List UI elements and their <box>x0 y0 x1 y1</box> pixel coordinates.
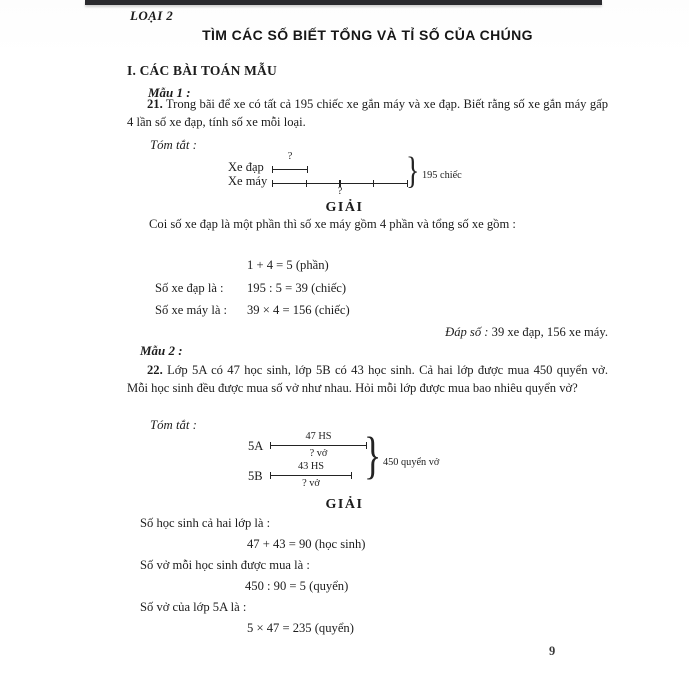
page-title: TÌM CÁC SỐ BIẾT TỔNG VÀ TỈ SỐ CỦA CHÚNG <box>202 27 533 43</box>
diagram1-row1-question: ? <box>287 151 293 162</box>
example2-step1-eq: 47 + 43 = 90 (học sinh) <box>247 537 366 551</box>
diagram2-row1-top: 47 HS <box>305 431 332 442</box>
example1-answer-line <box>127 325 608 340</box>
example1-step3-eq: 39 × 4 = 156 (chiếc) <box>247 303 350 317</box>
tick <box>272 166 273 173</box>
example1-solution-intro: Coi số xe đạp là một phần thì số xe máy gồm 4 phần và tổng số xe gồm : <box>149 217 516 231</box>
diagram2-row2-top: 43 HS <box>297 461 325 472</box>
example1-eq-parts: 1 + 4 = 5 (phần) <box>247 258 329 272</box>
problem-21-number: 21. <box>147 97 163 111</box>
example2-step3-label: Số vở của lớp 5A là : <box>140 600 247 614</box>
example1-step3-label: Số xe máy là : <box>155 303 228 317</box>
problem-22-text: Lớp 5A có 47 học sinh, lớp 5B có 43 học sinh. Cả hai lớp được mua 450 quyển vở. Mỗi học sinh đều được mua số vở như nhau. Hỏi mỗi lớp được mua bao nhiêu quyển vở? <box>127 363 608 396</box>
problem-22-number: 22. <box>147 363 163 377</box>
diagram1-row2-label: Xe máy <box>228 174 268 188</box>
brace-glyph: } <box>406 150 420 193</box>
example2-label: Mẫu 2 : <box>140 343 183 358</box>
diagram2-row2-bottom: ? vở <box>302 478 320 489</box>
book-edge-bar <box>85 0 602 5</box>
example1-label: Mẫu 1 : <box>148 85 191 100</box>
diagram2-row1-bottom: ? vở <box>309 448 328 459</box>
diagram1-total-label: 195 chiếc <box>422 170 462 181</box>
diagram2-total-label: 450 quyển vở <box>383 457 440 468</box>
problem-21-statement <box>127 95 608 132</box>
example2-step1-label: Số học sinh cả hai lớp là : <box>140 516 271 530</box>
example2-step2-eq: 450 : 90 = 5 (quyển) <box>245 579 349 593</box>
example1-dapso-label: Đáp số : <box>445 325 489 339</box>
diagram2-row2-label: 5B <box>248 469 263 483</box>
problem-22-statement <box>127 361 608 398</box>
diagram2-row2-segment <box>270 475 352 476</box>
example1-step2-eq: 195 : 5 = 39 (chiếc) <box>247 281 347 295</box>
example2-step2-label: Số vở mỗi học sinh được mua là : <box>140 558 310 572</box>
example1-giai-heading: GIẢI <box>325 200 364 215</box>
diagram1-row2-question: ? <box>337 186 343 197</box>
section-heading: I. CÁC BÀI TOÁN MẪU <box>127 63 277 78</box>
example1-dapso-value: 39 xe đạp, 156 xe máy. <box>491 325 608 339</box>
chapter-kicker: LOẠI 2 <box>130 8 174 23</box>
example2-giai-heading: GIẢI <box>325 497 364 512</box>
diagram2-row1-label: 5A <box>248 439 264 453</box>
problem-21-text: Trong bãi để xe có tất cả 195 chiếc xe gắn máy và xe đạp. Biết rằng số xe gắn máy gấp 4 lần số xe đạp, tính số xe mỗi loại. <box>127 97 609 130</box>
brace-glyph: } <box>364 426 382 484</box>
diagram1-row1-label: Xe đạp <box>228 160 264 174</box>
diagram1-row1-segment <box>272 169 308 170</box>
example2-step3-eq: 5 × 47 = 235 (quyển) <box>247 621 354 635</box>
page-number: 9 <box>549 644 556 658</box>
tick <box>307 166 308 173</box>
example1-step2-label: Số xe đạp là : <box>155 281 224 295</box>
diagram1-row2-segment <box>272 183 408 184</box>
diagram1-brace <box>406 150 420 193</box>
example2-tomtat-label: Tóm tắt : <box>150 418 197 432</box>
diagram2-row1-segment <box>270 445 367 446</box>
diagram2-brace <box>364 426 382 484</box>
example1-tomtat-label: Tóm tắt : <box>150 138 197 152</box>
